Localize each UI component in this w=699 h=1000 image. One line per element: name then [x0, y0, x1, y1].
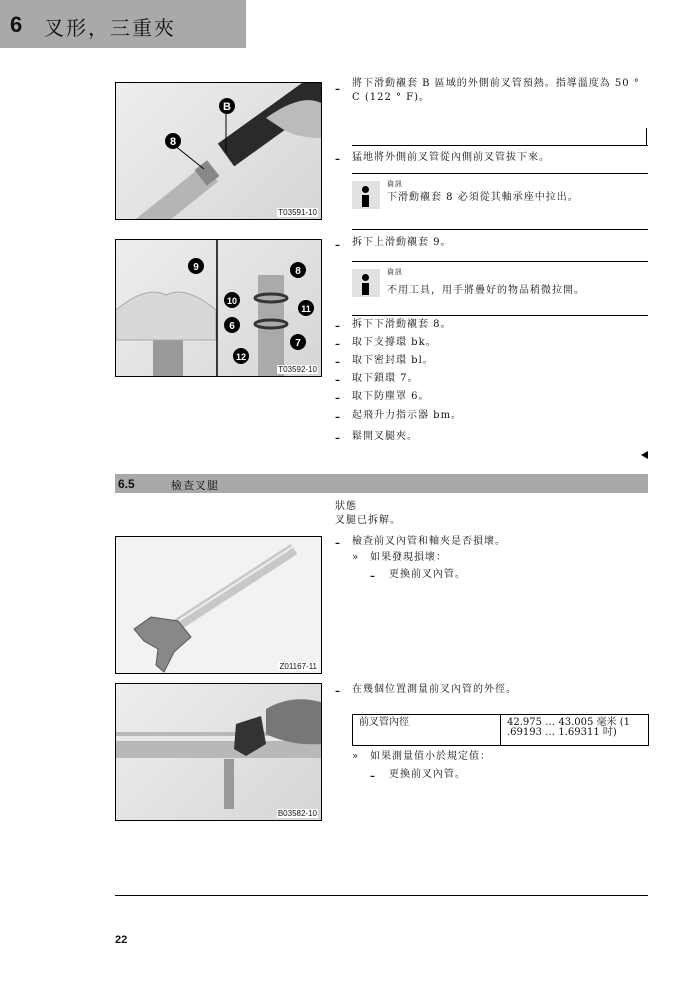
figure-code: T03592-10	[278, 365, 317, 374]
section-number: 6.5	[118, 477, 135, 491]
condition-if: 如果發現損壞：	[370, 552, 447, 563]
result-arrow-icon: »	[352, 552, 360, 563]
divider	[352, 173, 648, 174]
svg-text:10: 10	[226, 296, 238, 306]
figure-code: Z01167-11	[279, 662, 317, 671]
fork-illustration	[116, 537, 321, 673]
svg-text:7: 7	[295, 338, 301, 349]
dash-bullet: –	[370, 771, 375, 782]
page-number: 22	[115, 934, 128, 946]
result-arrow-icon: »	[352, 751, 360, 762]
figure-code: B03582-10	[277, 809, 317, 818]
condition-if: 如果測量值小於規定值：	[370, 751, 491, 762]
dash-bullet: –	[335, 686, 340, 697]
step-text: C (122 ° F)。	[352, 92, 431, 103]
section-title: 檢查叉腿	[171, 479, 219, 492]
svg-text:B: B	[223, 101, 231, 113]
action-text: 更換前叉內管。	[389, 569, 466, 580]
table-row	[353, 715, 649, 746]
footer-divider	[115, 895, 648, 896]
dash-bullet: –	[370, 571, 375, 582]
step-text: 拆下上滑動襯套 9。	[352, 237, 452, 248]
svg-text:11: 11	[301, 304, 311, 314]
figure-measurement	[115, 683, 322, 821]
info-text: 不用工具，用手將疊好的物品稍微拉開。	[387, 285, 585, 296]
divider	[352, 315, 648, 316]
svg-text:8: 8	[169, 136, 177, 148]
divider	[352, 261, 648, 262]
divider	[352, 145, 648, 146]
dash-bullet: –	[335, 240, 340, 251]
spec-label: 前叉管內徑	[353, 715, 501, 746]
step-text: 在幾個位置測量前叉內管的外徑。	[352, 684, 517, 695]
spec-value: 42.975 … 43.005 毫米 (1 .69193 … 1.69311 吋)	[501, 715, 649, 746]
info-label: 資訊	[387, 180, 403, 188]
condition-label: 狀態	[335, 501, 357, 512]
fork-illustration	[116, 83, 321, 219]
step-text: 檢查前叉內管和軸夾是否損壞。	[352, 536, 506, 547]
fork-illustration	[116, 240, 321, 376]
section-header	[115, 474, 648, 493]
chapter-header	[0, 0, 246, 48]
chapter-number: 6	[10, 12, 23, 37]
info-label: 資訊	[387, 268, 403, 276]
step-text: 猛地將外側前叉管從內側前叉管拔下來。	[352, 152, 550, 163]
dash-bullet: –	[335, 84, 340, 95]
svg-text:9: 9	[193, 262, 199, 273]
condition-text: 叉腿已拆解。	[335, 515, 401, 526]
dash-bullet: –	[335, 538, 340, 549]
spec-table	[352, 714, 649, 746]
info-icon	[352, 269, 380, 297]
dash-bullet: –	[335, 154, 340, 165]
action-text: 更換前叉內管。	[389, 769, 466, 780]
figure-inner-tube	[115, 536, 322, 674]
figure-code: T03591-10	[278, 208, 317, 217]
svg-text:8: 8	[295, 266, 301, 277]
figure-fork-tube-separation	[115, 82, 322, 220]
svg-text:6: 6	[229, 321, 235, 332]
fork-illustration	[116, 684, 321, 820]
divider	[352, 229, 648, 230]
info-text: 下滑動襯套 8 必須從其軸承座中拉出。	[387, 192, 579, 203]
end-marker-icon	[641, 451, 648, 459]
info-icon	[352, 181, 380, 209]
chapter-title: 叉形，三重夾	[44, 16, 176, 40]
svg-text:12: 12	[235, 352, 247, 362]
step-text: 將下滑動襯套 B 區域的外側前叉管預熱。指導溫度為 50 °	[352, 78, 640, 89]
figure-bushings	[115, 239, 322, 377]
divider	[646, 128, 647, 145]
